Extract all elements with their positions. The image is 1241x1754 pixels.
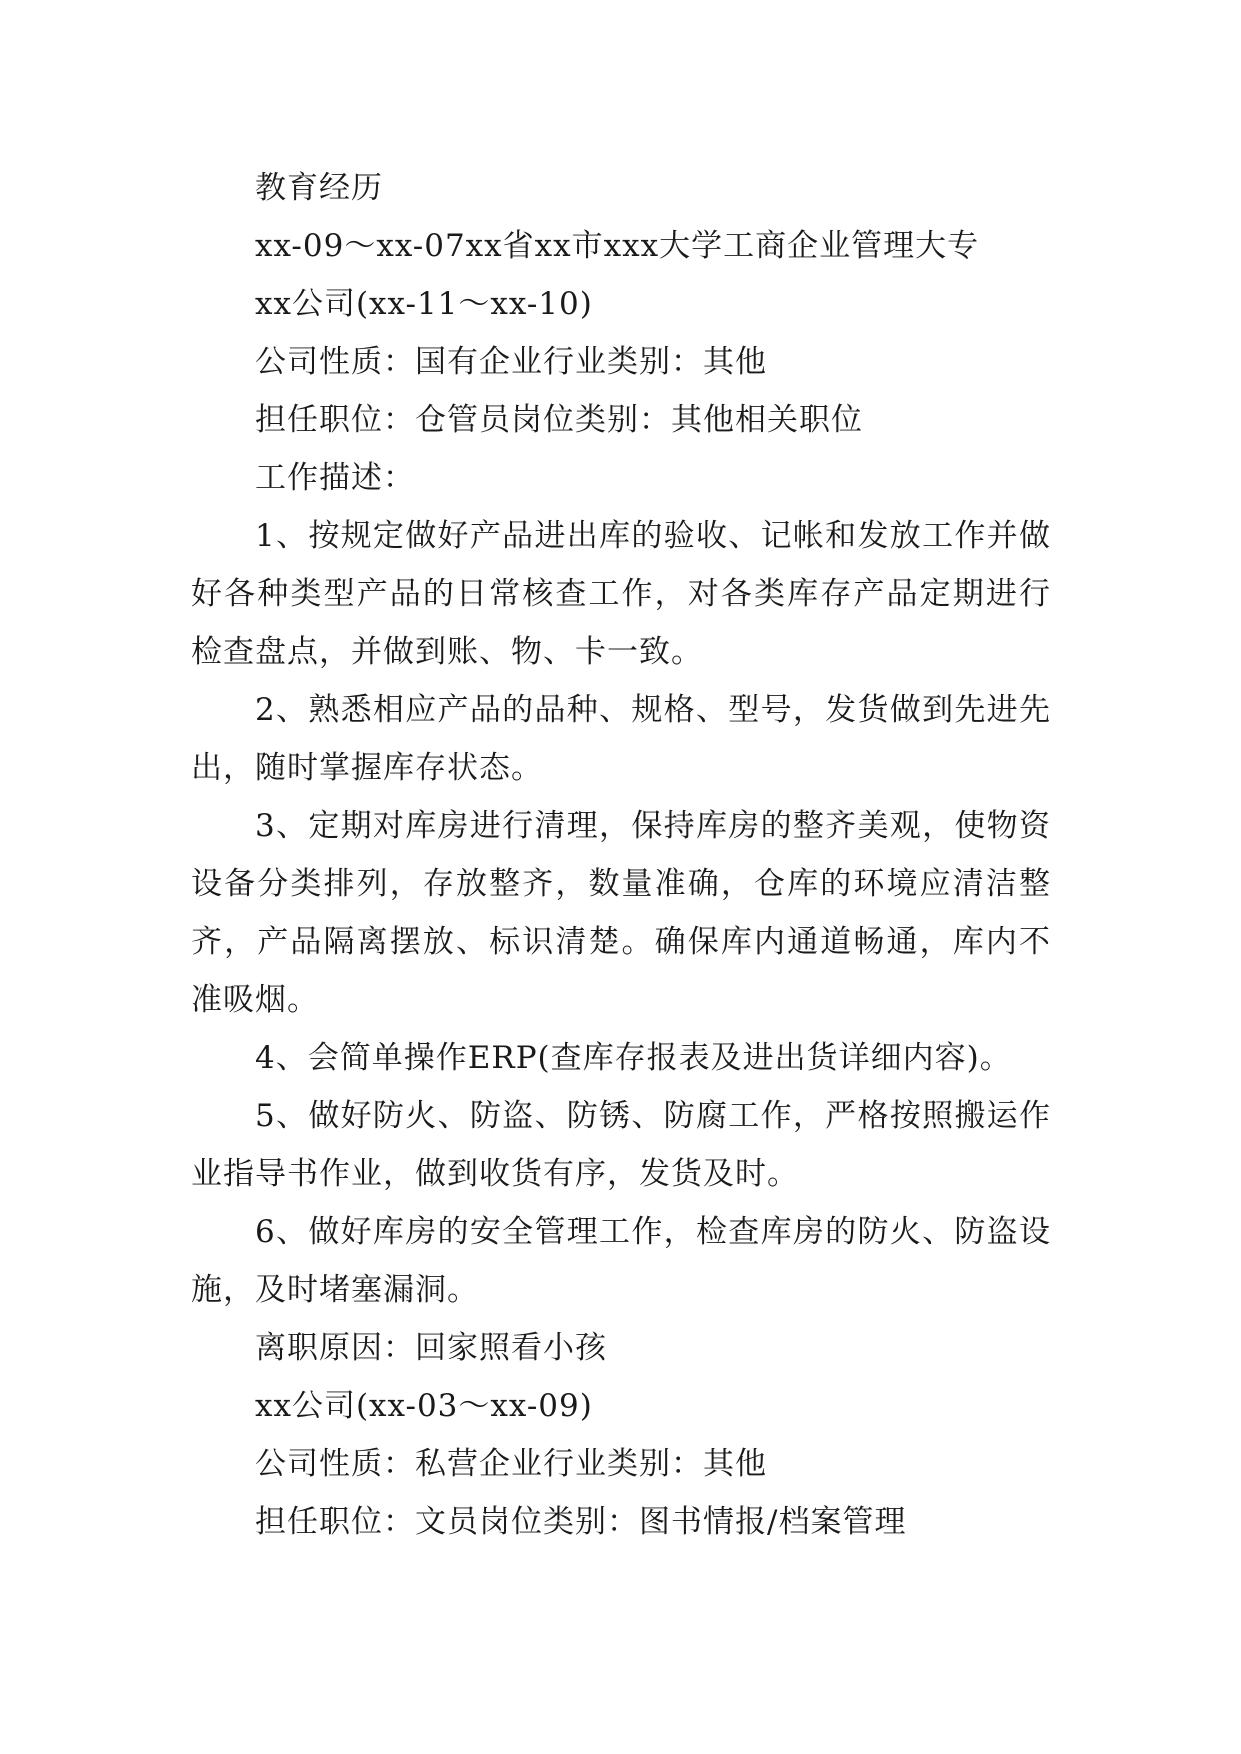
job1-nature: 公司性质：国有企业行业类别：其他 [255, 344, 767, 380]
job1-leaving-reason: 离职原因：回家照看小孩 [255, 1330, 607, 1366]
job1-duty-6: 6、做好库房的安全管理工作，检查库房的防火、防盗设施，及时堵塞漏洞。 [191, 1214, 1051, 1308]
job2-company: xx公司(xx-03～xx-09) [255, 1388, 593, 1424]
job2-nature: 公司性质：私营企业行业类别：其他 [255, 1446, 767, 1482]
job2-position: 担任职位：文员岗位类别：图书情报/档案管理 [255, 1504, 907, 1540]
job1-duty-1: 1、按规定做好产品进出库的验收、记帐和发放工作并做好各种类型产品的日常核查工作，对各类库存产品定期进行检查盘点，并做到账、物、卡一致。 [191, 518, 1051, 670]
job1-position: 担任职位：仓管员岗位类别：其他相关职位 [255, 402, 863, 438]
job1-company: xx公司(xx-11～xx-10) [255, 286, 593, 322]
document-body [191, 159, 1051, 1551]
education-entry: xx-09～xx-07xx省xx市xxx大学工商企业管理大专 [255, 228, 980, 264]
job1-description-label: 工作描述： [255, 460, 415, 496]
job1-duty-3: 3、定期对库房进行清理，保持库房的整齐美观，使物资设备分类排列，存放整齐，数量准确，仓库的环境应清洁整齐，产品隔离摆放、标识清楚。确保库内通道畅通，库内不准吸烟。 [191, 808, 1051, 1018]
job1-duty-4: 4、会简单操作ERP(查库存报表及进出货详细内容)。 [255, 1040, 1012, 1076]
job1-duty-2: 2、熟悉相应产品的品种、规格、型号，发货做到先进先出，随时掌握库存状态。 [191, 692, 1051, 786]
job1-duty-5: 5、做好防火、防盗、防锈、防腐工作，严格按照搬运作业指导书作业，做到收货有序，发货及时。 [191, 1098, 1051, 1192]
education-heading: 教育经历 [255, 170, 383, 206]
